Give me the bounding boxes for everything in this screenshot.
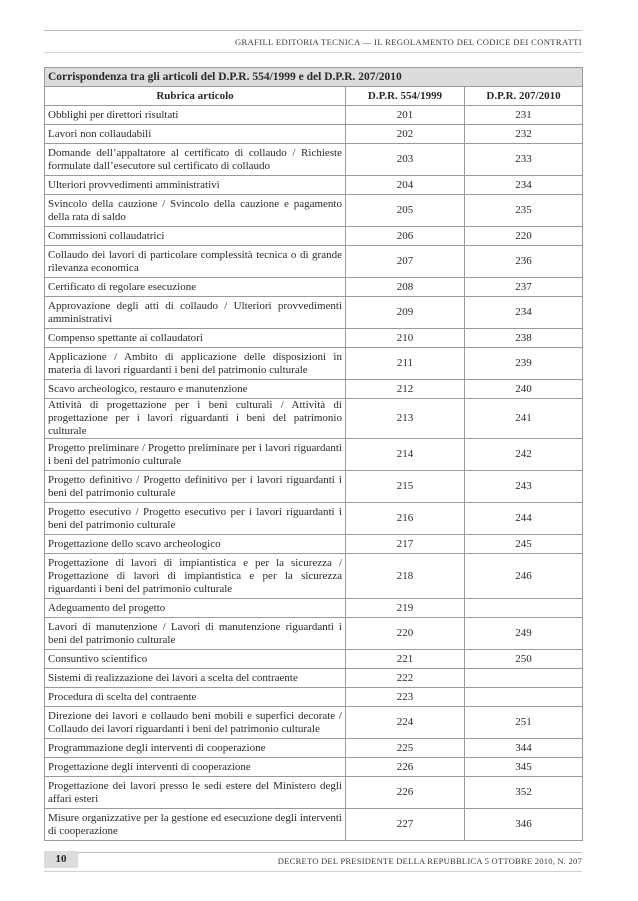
- cell-dpr-554: 206: [346, 227, 465, 246]
- cell-dpr-554: 214: [346, 439, 465, 471]
- cell-dpr-207: 239: [465, 348, 583, 380]
- table-row: [45, 707, 583, 739]
- table-title-row: [45, 68, 583, 87]
- cell-rubrica: Obblighi per direttori risultati: [45, 106, 346, 125]
- cell-dpr-554: 203: [346, 144, 465, 176]
- cell-dpr-207: [465, 669, 583, 688]
- table-row: [45, 669, 583, 688]
- cell-dpr-207: 238: [465, 329, 583, 348]
- cell-rubrica: Lavori non collaudabili: [45, 125, 346, 144]
- cell-rubrica: Collaudo dei lavori di particolare complessità tecnica o di grande rilevanza economica: [45, 246, 346, 278]
- table-row: [45, 329, 583, 348]
- table-row: [45, 758, 583, 777]
- footer-rule: [44, 852, 582, 853]
- table-row: [45, 599, 583, 618]
- cell-dpr-554: 222: [346, 669, 465, 688]
- footer-rule-bottom: [44, 871, 582, 872]
- table-row: [45, 195, 583, 227]
- cell-dpr-554: 226: [346, 758, 465, 777]
- cell-dpr-207: 234: [465, 297, 583, 329]
- cell-dpr-207: 251: [465, 707, 583, 739]
- table-header-row: [45, 87, 583, 106]
- cell-dpr-554: 204: [346, 176, 465, 195]
- cell-dpr-207: [465, 599, 583, 618]
- table-row: [45, 439, 583, 471]
- cell-rubrica: Progettazione dello scavo archeologico: [45, 535, 346, 554]
- table-row: [45, 176, 583, 195]
- table-row: [45, 739, 583, 758]
- table-row: [45, 688, 583, 707]
- table-row: [45, 246, 583, 278]
- cell-rubrica: Progetto definitivo / Progetto definitivo per i lavori riguardanti i beni del patrimonio culturale: [45, 471, 346, 503]
- table-title: Corrispondenza tra gli articoli del D.P.R. 554/1999 e del D.P.R. 207/2010: [45, 68, 583, 87]
- cell-rubrica: Commissioni collaudatrici: [45, 227, 346, 246]
- cell-rubrica: Approvazione degli atti di collaudo / Ulteriori provvedimenti amministrativi: [45, 297, 346, 329]
- header-rule-bottom: [44, 52, 582, 53]
- cell-dpr-207: 344: [465, 739, 583, 758]
- column-header-dpr-207: D.P.R. 207/2010: [465, 87, 583, 106]
- cell-dpr-207: 244: [465, 503, 583, 535]
- table-row: [45, 380, 583, 399]
- cell-dpr-207: 235: [465, 195, 583, 227]
- cell-rubrica: Sistemi di realizzazione dei lavori a scelta del contraente: [45, 669, 346, 688]
- cell-dpr-554: 216: [346, 503, 465, 535]
- cell-dpr-207: 245: [465, 535, 583, 554]
- cell-dpr-554: 223: [346, 688, 465, 707]
- table-row: [45, 144, 583, 176]
- cell-dpr-554: 212: [346, 380, 465, 399]
- table-row: [45, 535, 583, 554]
- cell-dpr-554: 210: [346, 329, 465, 348]
- cell-rubrica: Svincolo della cauzione / Svincolo della cauzione e pagamento della rata di saldo: [45, 195, 346, 227]
- cell-dpr-207: 237: [465, 278, 583, 297]
- running-footer: DECRETO DEL PRESIDENTE DELLA REPUBBLICA 5 OTTOBRE 2010, N. 207: [277, 856, 582, 866]
- cell-rubrica: Lavori di manutenzione / Lavori di manutenzione riguardanti i beni del patrimonio culturale: [45, 618, 346, 650]
- cell-dpr-207: 346: [465, 809, 583, 841]
- cell-dpr-207: 250: [465, 650, 583, 669]
- cell-rubrica: Ulteriori provvedimenti amministrativi: [45, 176, 346, 195]
- cell-dpr-554: 209: [346, 297, 465, 329]
- cell-dpr-207: 249: [465, 618, 583, 650]
- cell-rubrica: Adeguamento del progetto: [45, 599, 346, 618]
- table-row: [45, 618, 583, 650]
- cell-dpr-207: 236: [465, 246, 583, 278]
- cell-dpr-207: 232: [465, 125, 583, 144]
- cell-dpr-207: [465, 688, 583, 707]
- cell-dpr-207: 246: [465, 554, 583, 599]
- cell-rubrica: Domande dell’appaltatore al certificato di collaudo / Richieste formulate dall’esecutore sul certificato di collaudo: [45, 144, 346, 176]
- cell-dpr-554: 215: [346, 471, 465, 503]
- table-row: [45, 471, 583, 503]
- column-header-dpr-554: D.P.R. 554/1999: [346, 87, 465, 106]
- cell-rubrica: Procedura di scelta del contraente: [45, 688, 346, 707]
- cell-dpr-554: 218: [346, 554, 465, 599]
- table-row: [45, 125, 583, 144]
- table-body: [45, 106, 583, 841]
- cell-dpr-207: 234: [465, 176, 583, 195]
- table-row: [45, 650, 583, 669]
- cell-dpr-554: 226: [346, 777, 465, 809]
- cell-rubrica: Misure organizzative per la gestione ed esecuzione degli interventi di cooperazione: [45, 809, 346, 841]
- table-row: [45, 554, 583, 599]
- cell-dpr-207: 220: [465, 227, 583, 246]
- cell-dpr-554: 207: [346, 246, 465, 278]
- cell-rubrica: Certificato di regolare esecuzione: [45, 278, 346, 297]
- table-row: [45, 227, 583, 246]
- cell-rubrica: Compenso spettante ai collaudatori: [45, 329, 346, 348]
- cell-dpr-207: 345: [465, 758, 583, 777]
- cell-dpr-554: 205: [346, 195, 465, 227]
- cell-rubrica: Progettazione degli interventi di cooperazione: [45, 758, 346, 777]
- table-row: [45, 777, 583, 809]
- cell-dpr-207: 231: [465, 106, 583, 125]
- cell-dpr-554: 213: [346, 399, 465, 439]
- table-row: [45, 809, 583, 841]
- table-row: [45, 503, 583, 535]
- table-row: [45, 297, 583, 329]
- cell-dpr-554: 221: [346, 650, 465, 669]
- cell-dpr-554: 208: [346, 278, 465, 297]
- cell-dpr-554: 227: [346, 809, 465, 841]
- cell-rubrica: Programmazione degli interventi di cooperazione: [45, 739, 346, 758]
- running-header: GRAFILL EDITORIA TECNICA — IL REGOLAMENTO DEL CODICE DEI CONTRATTI: [234, 37, 582, 47]
- cell-dpr-554: 217: [346, 535, 465, 554]
- table-row: [45, 348, 583, 380]
- cell-dpr-554: 211: [346, 348, 465, 380]
- correspondence-table: [44, 67, 583, 841]
- cell-rubrica: Progetto preliminare / Progetto preliminare per i lavori riguardanti i beni del patrimonio culturale: [45, 439, 346, 471]
- cell-dpr-207: 352: [465, 777, 583, 809]
- cell-rubrica: Applicazione / Ambito di applicazione delle disposizioni in materia di lavori riguardanti i beni del patrimonio culturale: [45, 348, 346, 380]
- cell-dpr-554: 224: [346, 707, 465, 739]
- header-rule: [44, 30, 582, 31]
- cell-rubrica: Progettazione dei lavori presso le sedi estere del Ministero degli affari esteri: [45, 777, 346, 809]
- cell-dpr-554: 220: [346, 618, 465, 650]
- table-row: [45, 106, 583, 125]
- cell-dpr-554: 225: [346, 739, 465, 758]
- cell-dpr-554: 201: [346, 106, 465, 125]
- cell-dpr-207: 240: [465, 380, 583, 399]
- cell-dpr-207: 242: [465, 439, 583, 471]
- cell-rubrica: Scavo archeologico, restauro e manutenzione: [45, 380, 346, 399]
- cell-dpr-207: 241: [465, 399, 583, 439]
- table-row: [45, 278, 583, 297]
- cell-dpr-207: 233: [465, 144, 583, 176]
- column-header-rubrica: Rubrica articolo: [45, 87, 346, 106]
- page-number: 10: [44, 851, 78, 868]
- cell-rubrica: Progettazione di lavori di impiantistica e per la sicurezza / Progettazione di lavori di impiantistica e per la sicurezza riguardanti i beni del patrimonio culturale: [45, 554, 346, 599]
- cell-rubrica: Direzione dei lavori e collaudo beni mobili e superfici decorate / Collaudo dei lavori riguardanti i beni del patrimonio culturale: [45, 707, 346, 739]
- cell-dpr-554: 219: [346, 599, 465, 618]
- cell-rubrica: Progetto esecutivo / Progetto esecutivo per i lavori riguardanti i beni del patrimonio culturale: [45, 503, 346, 535]
- cell-dpr-207: 243: [465, 471, 583, 503]
- cell-dpr-554: 202: [346, 125, 465, 144]
- cell-rubrica: Consuntivo scientifico: [45, 650, 346, 669]
- cell-rubrica: Attività di progettazione per i beni culturali / Attività di progettazione per i lavori riguardanti i beni del patrimonio culturale: [45, 399, 346, 439]
- table-row: [45, 399, 583, 439]
